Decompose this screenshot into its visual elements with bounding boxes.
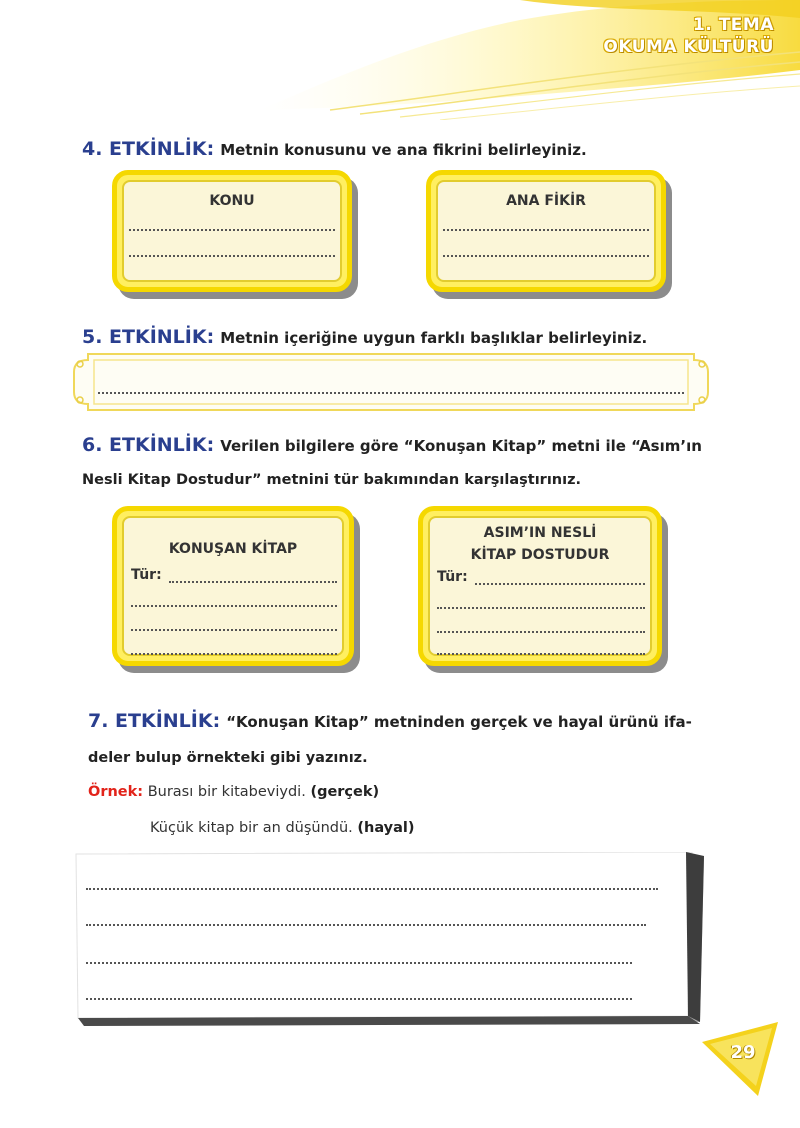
activity-6-instruction-line-2: Nesli Kitap Dostudur” metnini tür bakımından karşılaştırınız. <box>82 472 582 488</box>
activity-4-heading <box>82 138 587 160</box>
activity-7-instruction-line-2: deler bulup örnekteki gibi yazınız. <box>88 750 368 766</box>
answer-line-4[interactable] <box>86 998 632 1000</box>
ana-fikir-box <box>426 170 666 292</box>
konusan-kitap-line-3[interactable] <box>131 629 337 631</box>
asimin-nesli-line-4[interactable] <box>437 653 645 655</box>
konusan-kitap-box <box>112 506 354 666</box>
konu-answer-line-2[interactable] <box>129 255 335 257</box>
example-1-tag: (gerçek) <box>310 784 380 800</box>
activity-7-number: 7. ETKİNLİK: <box>88 710 221 732</box>
example-1-text: Burası bir kitabeviydi. <box>147 784 306 800</box>
answer-line-2[interactable] <box>86 924 646 926</box>
ana-fikir-box-title: ANA FİKİR <box>506 193 586 209</box>
page-number: 29 <box>730 1042 756 1063</box>
page-number-badge <box>698 1020 784 1098</box>
activity-6-heading <box>82 434 702 456</box>
activity-4-instruction: Metnin konusunu ve ana fikrini belirleyiniz. <box>220 141 587 159</box>
example-line-1 <box>88 784 379 800</box>
titles-answer-frame <box>72 350 710 414</box>
konusan-kitap-type-label: Tür: <box>131 567 162 583</box>
konusan-kitap-box-title: KONUŞAN KİTAP <box>168 541 298 557</box>
activity-5-number: 5. ETKİNLİK: <box>82 326 215 348</box>
answer-sheet-paper <box>74 852 704 1030</box>
activity-7-heading <box>88 710 692 732</box>
activity-4-number: 4. ETKİNLİK: <box>82 138 215 160</box>
activity-7-instruction-line-1: “Konuşan Kitap” metninden gerçek ve hayal ürünü ifa- <box>226 713 692 731</box>
asimin-nesli-type-label: Tür: <box>437 569 468 585</box>
asimin-nesli-type-line[interactable] <box>475 583 645 585</box>
ornamental-frame-decoration <box>72 350 710 414</box>
ana-fikir-answer-line-2[interactable] <box>443 255 649 257</box>
theme-number: 1. TEMA <box>693 15 774 35</box>
activity-6-number: 6. ETKİNLİK: <box>82 434 215 456</box>
konusan-kitap-line-4[interactable] <box>131 653 337 655</box>
example-label: Örnek: <box>88 784 144 800</box>
example-2-tag: (hayal) <box>357 820 415 836</box>
ana-fikir-answer-line-1[interactable] <box>443 229 649 231</box>
activity-5-heading <box>82 326 647 348</box>
konu-box <box>112 170 352 292</box>
konu-box-title: KONU <box>209 193 255 209</box>
answer-sheet <box>74 852 704 1030</box>
theme-title: OKUMA KÜLTÜRÜ <box>603 37 774 57</box>
konu-answer-line-1[interactable] <box>129 229 335 231</box>
answer-line-3[interactable] <box>86 962 632 964</box>
example-2-text: Küçük kitap bir an düşündü. <box>150 820 353 836</box>
asimin-nesli-line-2[interactable] <box>437 607 645 609</box>
asimin-nesli-box-title-line-1: ASIM’IN NESLİ <box>483 525 597 541</box>
konusan-kitap-line-2[interactable] <box>131 605 337 607</box>
answer-line-1[interactable] <box>86 888 658 890</box>
asimin-nesli-box-title-line-2: KİTAP DOSTUDUR <box>470 547 610 563</box>
activity-5-instruction: Metnin içeriğine uygun farklı başlıklar belirleyiniz. <box>220 329 648 347</box>
titles-answer-line[interactable] <box>98 392 684 394</box>
theme-label <box>603 14 774 58</box>
konusan-kitap-type-line[interactable] <box>169 581 337 583</box>
asimin-nesli-line-3[interactable] <box>437 631 645 633</box>
konusan-kitap-box-inner <box>122 516 344 656</box>
header-band <box>0 0 800 120</box>
asimin-nesli-box <box>418 506 662 666</box>
example-line-2 <box>150 820 415 836</box>
activity-6-instruction-line-1: Verilen bilgilere göre “Konuşan Kitap” metni ile “Asım’ın <box>220 437 702 455</box>
